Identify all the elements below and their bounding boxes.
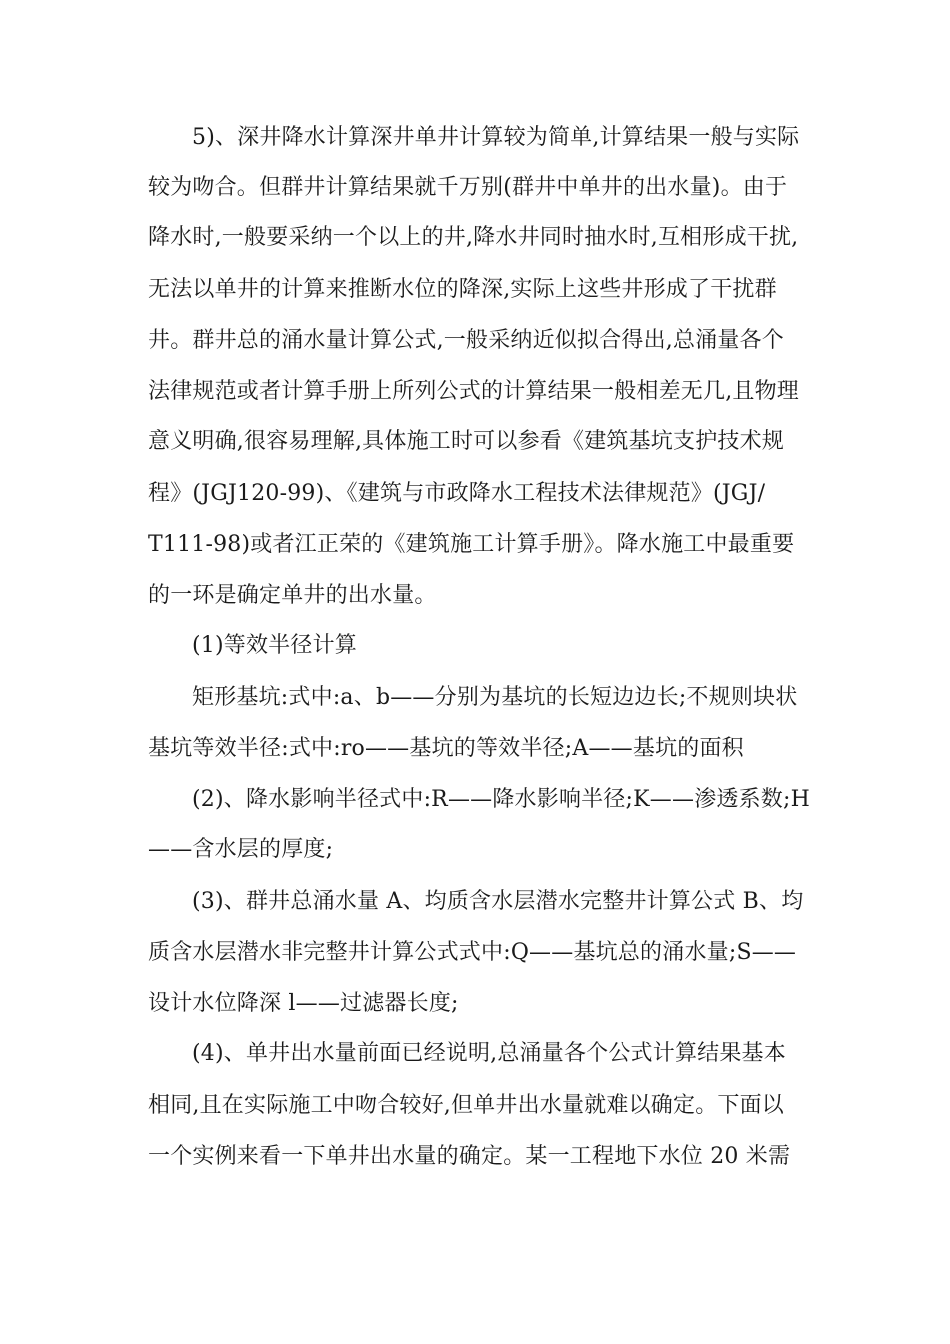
paragraph-4-line-2: 质含水层潜水非完整井计算公式式中:Q——基坑总的涌水量;S—— (148, 940, 797, 965)
paragraph-4-line-3: 设计水位降深 l——过滤器长度; (148, 991, 459, 1016)
paragraph-1-line-2: 较为吻合。但群井计算结果就千万别(群井中单井的出水量)。由于 (148, 175, 788, 200)
paragraph-1-line-5: 井。群井总的涌水量计算公式,一般采纳近似拟合得出,总涌量各个 (148, 328, 784, 353)
paragraph-4-line-1: (3)、群井总涌水量 A、均质含水层潜水完整井计算公式 B、均 (192, 889, 804, 914)
paragraph-1-line-7: 意义明确,很容易理解,具体施工时可以参看《建筑基坑支护技术规 (148, 429, 784, 454)
paragraph-1-line-1: 5)、深井降水计算深井单井计算较为简单,计算结果一般与实际 (192, 125, 800, 150)
paragraph-2-line-2: 基坑等效半径:式中:ro——基坑的等效半径;A——基坑的面积 (148, 736, 744, 761)
paragraph-5-line-2: 相同,且在实际施工中吻合较好,但单井出水量就难以确定。下面以 (148, 1093, 784, 1118)
paragraph-5-line-1: (4)、单井出水量前面已经说明,总涌量各个公式计算结果基本 (192, 1041, 786, 1066)
paragraph-1-line-8: 程》(JGJ120-99)、《建筑与市政降水工程技术法律规范》(JGJ/ (148, 481, 766, 506)
paragraph-1-line-10: 的一环是确定单井的出水量。 (148, 583, 437, 608)
paragraph-1-line-6: 法律规范或者计算手册上所列公式的计算结果一般相差无几,且物理 (148, 379, 799, 404)
paragraph-2-line-1: 矩形基坑:式中:a、b——分别为基坑的长短边边长;不规则块状 (192, 685, 798, 710)
paragraph-1-line-3: 降水时,一般要采纳一个以上的井,降水井同时抽水时,互相形成干扰, (148, 225, 799, 250)
paragraph-3-line-1: (2)、降水影响半径式中:R——降水影响半径;K——渗透系数;H (192, 787, 810, 812)
paragraph-1-line-4: 无法以单井的计算来推断水位的降深,实际上这些井形成了干扰群 (148, 277, 777, 302)
section-heading-equivalent-radius: (1)等效半径计算 (192, 633, 357, 658)
paragraph-1-line-9: T111-98)或者江正荣的《建筑施工计算手册》。降水施工中最重要 (148, 532, 795, 557)
paragraph-5-line-3: 一个实例来看一下单井出水量的确定。某一工程地下水位 20 米需 (148, 1144, 791, 1169)
paragraph-3-line-2: ——含水层的厚度; (148, 837, 334, 862)
